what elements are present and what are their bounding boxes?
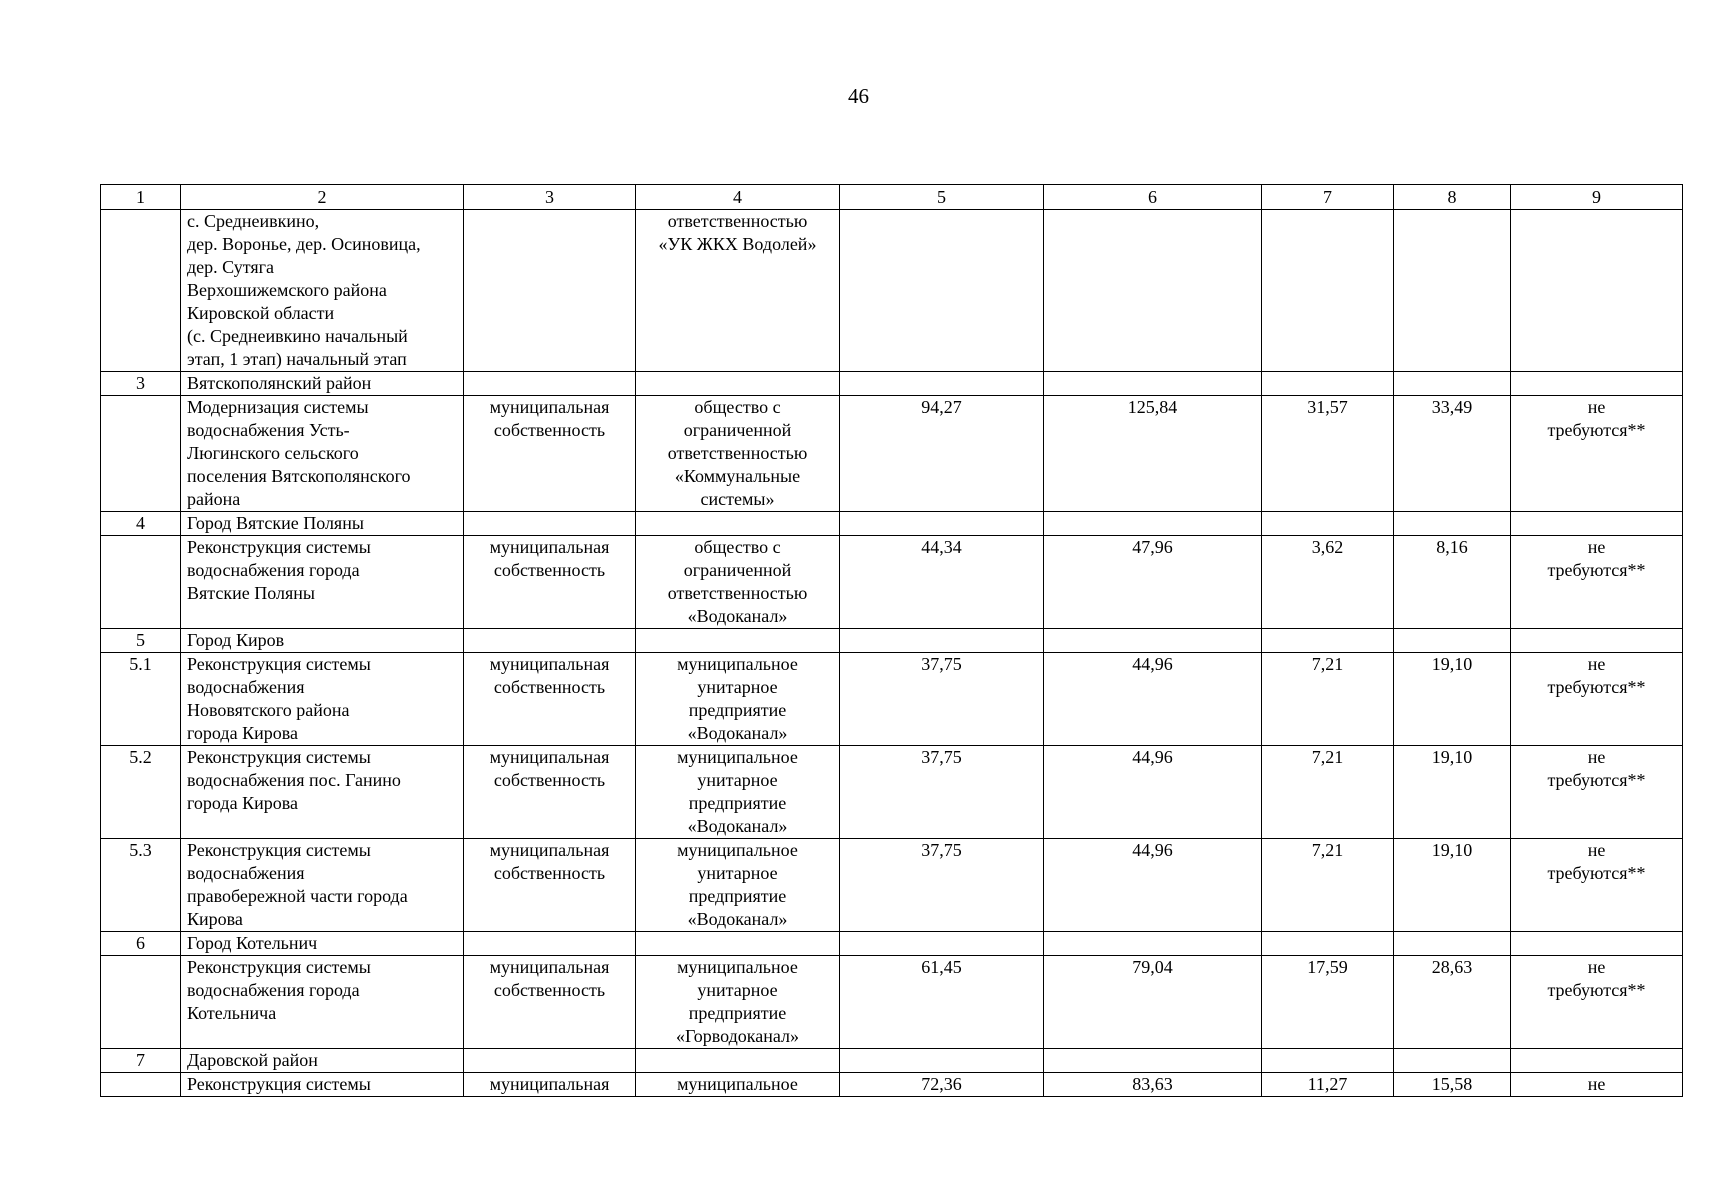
empty-cell — [1044, 372, 1262, 396]
requirement-note: не требуются** — [1511, 746, 1683, 839]
section-row — [101, 1049, 1683, 1073]
empty-cell — [840, 372, 1044, 396]
project-name: Модернизация системы водоснабжения Усть- Люгинского сельского поселения Вятскополянского района — [181, 396, 464, 512]
section-number: 6 — [101, 932, 181, 956]
row-number: 5.2 — [101, 746, 181, 839]
ownership-form: муниципальная собственность — [464, 396, 636, 512]
empty-cell — [636, 372, 840, 396]
value-col-6: 44,96 — [1044, 653, 1262, 746]
value-col-5: 94,27 — [840, 396, 1044, 512]
ownership-form: муниципальная собственность — [464, 536, 636, 629]
empty-cell — [1511, 512, 1683, 536]
value-col-7: 7,21 — [1262, 746, 1394, 839]
ownership-form: муниципальная собственность — [464, 839, 636, 932]
value-col-6: 125,84 — [1044, 396, 1262, 512]
table-row — [101, 839, 1683, 932]
table-row — [101, 1073, 1683, 1097]
requirement-note: не требуются** — [1511, 396, 1683, 512]
empty-cell — [1044, 1049, 1262, 1073]
row-number — [101, 1073, 181, 1097]
empty-cell — [1394, 629, 1511, 653]
section-row — [101, 629, 1683, 653]
requirement-note: не требуются** — [1511, 653, 1683, 746]
value-col-5 — [840, 210, 1044, 372]
project-name: Реконструкция системы — [181, 1073, 464, 1097]
section-row — [101, 932, 1683, 956]
column-header: 8 — [1394, 185, 1511, 210]
operator-organization: муниципальное унитарное предприятие «Водоканал» — [636, 839, 840, 932]
value-col-8: 19,10 — [1394, 746, 1511, 839]
column-number-row — [101, 185, 1683, 210]
section-title: Вятскополянский район — [181, 372, 464, 396]
value-col-5: 44,34 — [840, 536, 1044, 629]
ownership-form — [464, 210, 636, 372]
section-title: Город Вятские Поляны — [181, 512, 464, 536]
value-col-6: 44,96 — [1044, 839, 1262, 932]
empty-cell — [1044, 512, 1262, 536]
column-header: 4 — [636, 185, 840, 210]
value-col-7: 3,62 — [1262, 536, 1394, 629]
row-number — [101, 956, 181, 1049]
value-col-7: 17,59 — [1262, 956, 1394, 1049]
empty-cell — [1511, 629, 1683, 653]
empty-cell — [1394, 512, 1511, 536]
table-row — [101, 956, 1683, 1049]
empty-cell — [840, 629, 1044, 653]
value-col-5: 37,75 — [840, 653, 1044, 746]
value-col-6: 47,96 — [1044, 536, 1262, 629]
empty-cell — [1394, 1049, 1511, 1073]
table-row — [101, 746, 1683, 839]
value-col-7 — [1262, 210, 1394, 372]
empty-cell — [636, 512, 840, 536]
value-col-6: 83,63 — [1044, 1073, 1262, 1097]
empty-cell — [1511, 1049, 1683, 1073]
column-header: 3 — [464, 185, 636, 210]
ownership-form: муниципальная собственность — [464, 653, 636, 746]
section-row — [101, 512, 1683, 536]
empty-cell — [464, 512, 636, 536]
section-number: 5 — [101, 629, 181, 653]
section-row — [101, 372, 1683, 396]
project-name: с. Среднеивкино, дер. Воронье, дер. Осиновица, дер. Сутяга Верхошижемского района Кировской области (с. Среднеивкино начальный этап, 1 этап) начальный этап — [181, 210, 464, 372]
requirement-note: не — [1511, 1073, 1683, 1097]
column-header: 6 — [1044, 185, 1262, 210]
empty-cell — [840, 932, 1044, 956]
requirement-note: не требуются** — [1511, 839, 1683, 932]
column-header: 7 — [1262, 185, 1394, 210]
operator-organization: муниципальное унитарное предприятие «Горводоканал» — [636, 956, 840, 1049]
value-col-8: 28,63 — [1394, 956, 1511, 1049]
value-col-7: 31,57 — [1262, 396, 1394, 512]
operator-organization: ответственностью «УК ЖКХ Водолей» — [636, 210, 840, 372]
page-number: 46 — [848, 84, 869, 108]
operator-organization: муниципальное унитарное предприятие «Водоканал» — [636, 746, 840, 839]
requirement-note: не требуются** — [1511, 536, 1683, 629]
project-name: Реконструкция системы водоснабжения пос. Ганино города Кирова — [181, 746, 464, 839]
value-col-5: 72,36 — [840, 1073, 1044, 1097]
section-number: 7 — [101, 1049, 181, 1073]
section-title: Город Киров — [181, 629, 464, 653]
project-name: Реконструкция системы водоснабжения Нововятского района города Кирова — [181, 653, 464, 746]
empty-cell — [636, 932, 840, 956]
value-col-8: 15,58 — [1394, 1073, 1511, 1097]
column-header: 9 — [1511, 185, 1683, 210]
table-row — [101, 210, 1683, 372]
section-title: Город Котельнич — [181, 932, 464, 956]
empty-cell — [464, 629, 636, 653]
column-header: 2 — [181, 185, 464, 210]
column-header: 5 — [840, 185, 1044, 210]
operator-organization: муниципальное унитарное предприятие «Водоканал» — [636, 653, 840, 746]
empty-cell — [464, 932, 636, 956]
value-col-8: 19,10 — [1394, 653, 1511, 746]
empty-cell — [1394, 932, 1511, 956]
value-col-8 — [1394, 210, 1511, 372]
value-col-5: 61,45 — [840, 956, 1044, 1049]
value-col-8: 33,49 — [1394, 396, 1511, 512]
value-col-8: 8,16 — [1394, 536, 1511, 629]
empty-cell — [1262, 372, 1394, 396]
empty-cell — [1262, 932, 1394, 956]
project-name: Реконструкция системы водоснабжения города Вятские Поляны — [181, 536, 464, 629]
row-number — [101, 536, 181, 629]
operator-organization: муниципальное — [636, 1073, 840, 1097]
column-header: 1 — [101, 185, 181, 210]
requirement-note: не требуются** — [1511, 956, 1683, 1049]
value-col-7: 7,21 — [1262, 839, 1394, 932]
row-number — [101, 396, 181, 512]
project-name: Реконструкция системы водоснабжения правобережной части города Кирова — [181, 839, 464, 932]
operator-organization: общество с ограниченной ответственностью «Коммунальные системы» — [636, 396, 840, 512]
empty-cell — [1394, 372, 1511, 396]
empty-cell — [464, 372, 636, 396]
section-title: Даровской район — [181, 1049, 464, 1073]
row-number: 5.3 — [101, 839, 181, 932]
section-number: 3 — [101, 372, 181, 396]
operator-organization: общество с ограниченной ответственностью «Водоканал» — [636, 536, 840, 629]
value-col-7: 11,27 — [1262, 1073, 1394, 1097]
empty-cell — [1262, 512, 1394, 536]
value-col-5: 37,75 — [840, 746, 1044, 839]
table-row — [101, 536, 1683, 629]
row-number — [101, 210, 181, 372]
empty-cell — [840, 512, 1044, 536]
value-col-6: 44,96 — [1044, 746, 1262, 839]
table-row — [101, 396, 1683, 512]
empty-cell — [464, 1049, 636, 1073]
ownership-form: муниципальная — [464, 1073, 636, 1097]
empty-cell — [636, 1049, 840, 1073]
value-col-6: 79,04 — [1044, 956, 1262, 1049]
row-number: 5.1 — [101, 653, 181, 746]
value-col-5: 37,75 — [840, 839, 1044, 932]
empty-cell — [1044, 932, 1262, 956]
empty-cell — [1511, 932, 1683, 956]
ownership-form: муниципальная собственность — [464, 746, 636, 839]
requirement-note — [1511, 210, 1683, 372]
table-row — [101, 653, 1683, 746]
empty-cell — [636, 629, 840, 653]
value-col-8: 19,10 — [1394, 839, 1511, 932]
value-col-6 — [1044, 210, 1262, 372]
ownership-form: муниципальная собственность — [464, 956, 636, 1049]
section-number: 4 — [101, 512, 181, 536]
empty-cell — [840, 1049, 1044, 1073]
empty-cell — [1262, 1049, 1394, 1073]
investment-table — [100, 184, 1683, 1097]
value-col-7: 7,21 — [1262, 653, 1394, 746]
project-name: Реконструкция системы водоснабжения города Котельнича — [181, 956, 464, 1049]
empty-cell — [1511, 372, 1683, 396]
empty-cell — [1044, 629, 1262, 653]
empty-cell — [1262, 629, 1394, 653]
